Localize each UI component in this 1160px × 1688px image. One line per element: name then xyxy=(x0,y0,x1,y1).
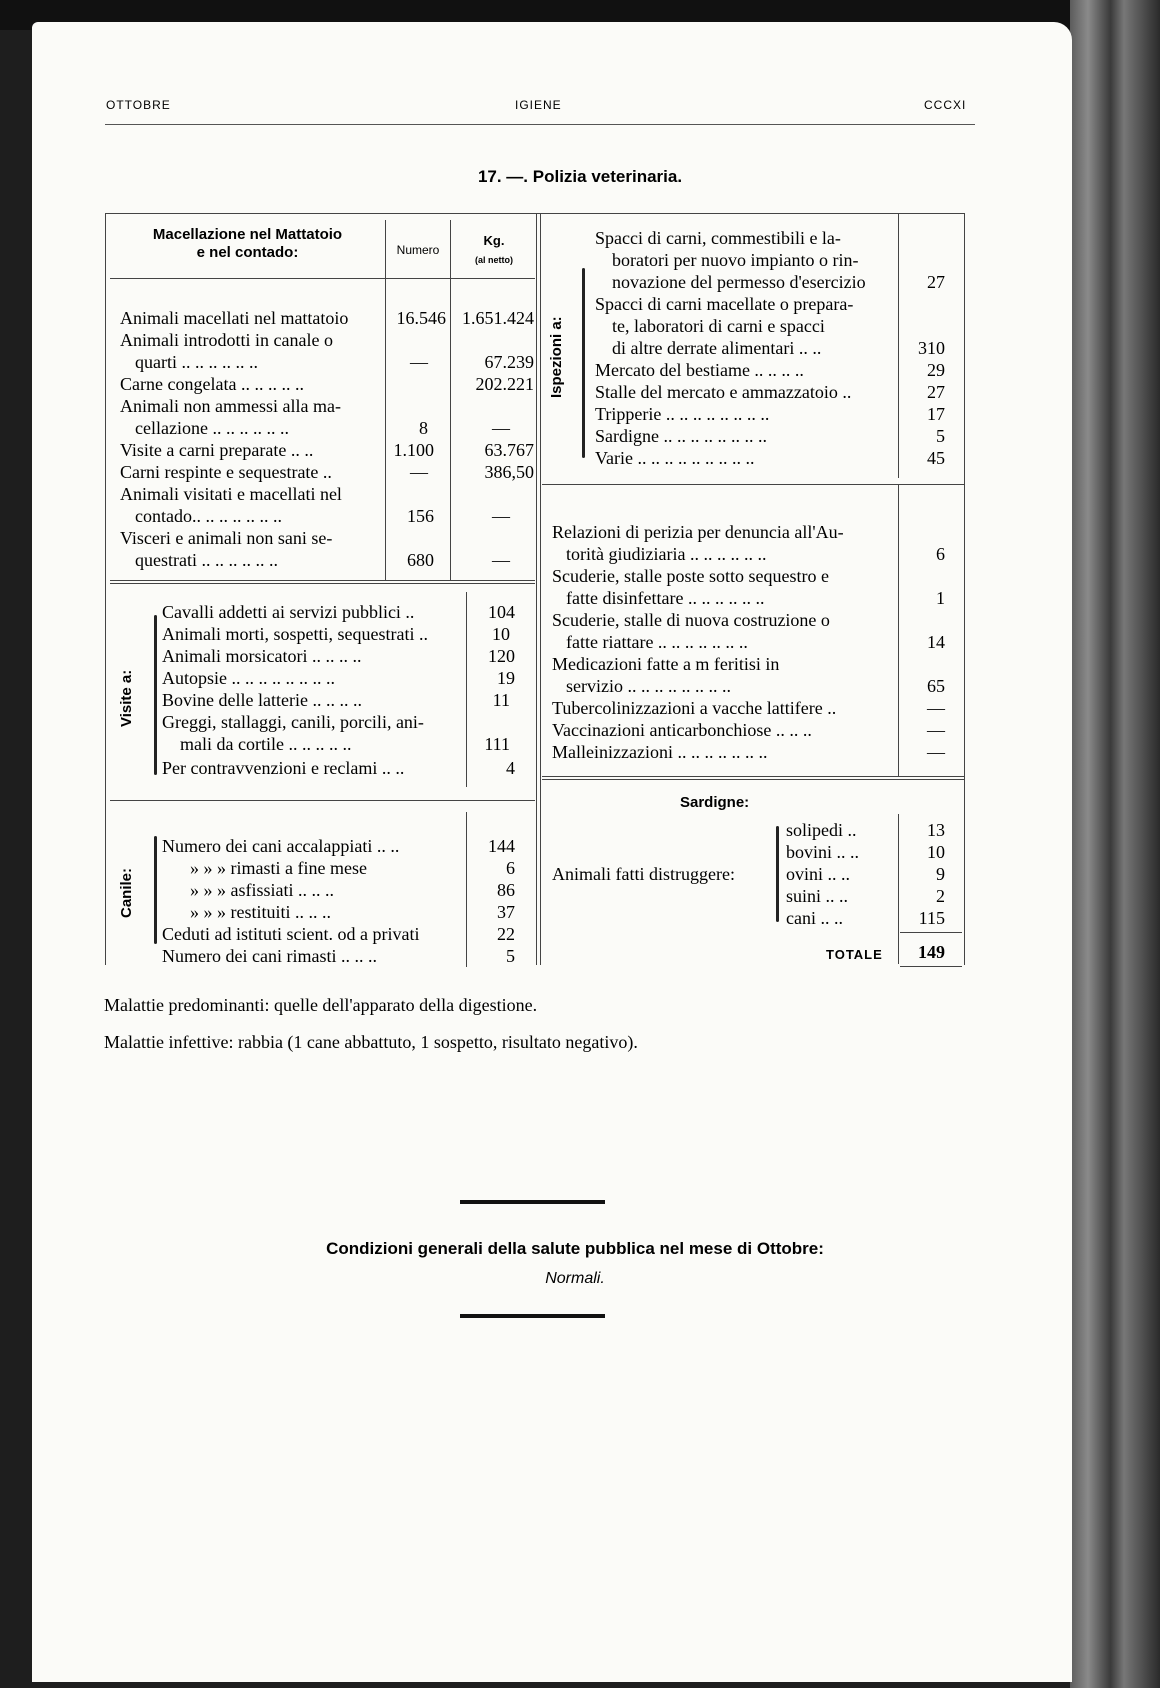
canile-row-value: 86 xyxy=(497,880,515,900)
sardigne-sum-rule xyxy=(900,932,962,933)
condizioni-value: Normali. xyxy=(545,1270,605,1287)
visite-row-label: Animali morsicatori .. .. .. .. xyxy=(162,646,362,666)
macel-row-label: Animali macellati nel mattatoio xyxy=(120,308,349,328)
table-center-divider-2 xyxy=(536,213,537,965)
ispezioni-row-label: Tripperie .. .. .. .. .. .. .. .. xyxy=(595,404,770,424)
sardigne-heading: Sardigne: xyxy=(680,794,750,811)
visite-row-label: Animali morti, sospetti, sequestrati .. xyxy=(162,624,428,644)
visite-bottom-rule xyxy=(110,800,535,801)
canile-row-value: 22 xyxy=(497,924,515,944)
note-predominanti: Malattie predominanti: quelle dell'apparato della digestione. xyxy=(104,995,538,1015)
ispezioni-row-label: Stalle del mercato e ammazzatoio .. xyxy=(595,382,852,402)
relazioni-row-label: Scuderie, stalle poste sotto sequestro e xyxy=(552,566,829,586)
canile-row-label: Numero dei cani accalappiati .. .. xyxy=(162,836,400,856)
macellazione-heading-2: e nel contado: xyxy=(196,244,299,261)
condizioni-bottom-rule xyxy=(460,1314,605,1318)
sardigne-row-value: 10 xyxy=(927,842,945,862)
macel-row-kg: 1.651.424 xyxy=(462,308,534,328)
visite-row-label: Bovine delle latterie .. .. .. .. xyxy=(162,690,362,710)
relazioni-row-label-cont: fatte disinfettare .. .. .. .. .. .. xyxy=(566,588,765,608)
relazioni-row-label: Vaccinazioni anticarbonchiose .. .. .. xyxy=(552,720,812,740)
table-left-border xyxy=(105,213,106,965)
table-center-divider xyxy=(540,213,541,965)
relazioni-row-value: — xyxy=(927,698,945,718)
relazioni-value-divider xyxy=(898,484,899,776)
ispezioni-row-label-cont: boratori per nuovo impianto o rin- xyxy=(612,250,859,270)
canile-value-divider xyxy=(466,812,467,967)
macel-row-numero: 156 xyxy=(407,506,434,526)
macel-row-label: Animali introdotti in canale o xyxy=(120,330,333,350)
col-kg-subheader: (al netto) xyxy=(475,255,513,265)
table-right-border xyxy=(964,213,965,965)
visite-row-value: 10 xyxy=(492,624,510,644)
macel-row-label: Carni respinte e sequestrate .. xyxy=(120,462,332,482)
macel-row-numero: 680 xyxy=(407,550,434,570)
macel-row-label-cont: questrati .. .. .. .. .. .. xyxy=(135,550,278,570)
macellazione-header-rule xyxy=(110,278,535,279)
sardigne-value-divider xyxy=(898,814,899,964)
canile-row-label: » » » restituiti .. .. .. xyxy=(190,902,331,922)
macel-row-kg: 63.767 xyxy=(484,440,534,460)
sardigne-row-value: 13 xyxy=(927,820,945,840)
visite-row-value: 104 xyxy=(488,602,515,622)
macel-row-label: Animali visitati e macellati nel xyxy=(120,484,342,504)
relazioni-row-label: Scuderie, stalle di nuova costruzione o xyxy=(552,610,830,630)
relazioni-row-value: — xyxy=(927,742,945,762)
canile-brace xyxy=(154,836,157,944)
sardigne-row-label: ovini .. .. xyxy=(786,864,851,884)
condizioni-top-rule xyxy=(460,1200,605,1204)
header-section: IGIENE xyxy=(515,98,562,112)
macel-row-numero: 1.100 xyxy=(393,440,434,460)
macel-row-kg: 67.239 xyxy=(484,352,534,372)
ispezioni-row-value: 45 xyxy=(927,448,945,468)
relazioni-row-value: 14 xyxy=(927,632,945,652)
visite-row-value: 19 xyxy=(497,668,515,688)
header-month: OTTOBRE xyxy=(106,98,171,112)
header-page-number: CCCXI xyxy=(924,98,967,112)
macel-row-kg: 202.221 xyxy=(475,374,534,394)
sardigne-total-rule xyxy=(900,966,962,967)
col-divider-numero xyxy=(385,220,386,580)
visite-row-label: Greggi, stallaggi, canili, porcili, ani- xyxy=(162,712,424,732)
canile-row-label: » » » asfissiati .. .. .. xyxy=(190,880,334,900)
macel-row-label: Animali non ammessi alla ma- xyxy=(120,396,341,416)
relazioni-row-label: Relazioni di perizia per denuncia all'Au- xyxy=(552,522,844,542)
ispezioni-row-label: Spacci di carni, commestibili e la- xyxy=(595,228,841,248)
ispezioni-row-value: 17 xyxy=(927,404,945,424)
canile-label: Canile: xyxy=(118,867,135,918)
canile-row-value: 37 xyxy=(497,902,515,922)
ispezioni-row-value: 27 xyxy=(927,272,945,292)
visite-row-value: 11 xyxy=(492,690,510,710)
visite-value-divider xyxy=(466,592,467,787)
macel-row-label: Carne congelata .. .. .. .. .. xyxy=(120,374,304,394)
relazioni-row-label: Tubercolinizzazioni a vacche lattifere .. xyxy=(552,698,837,718)
ispezioni-label: Ispezioni a: xyxy=(548,316,565,398)
sardigne-row-label: solipedi .. xyxy=(786,820,857,840)
macel-row-kg: 386,50 xyxy=(484,462,534,482)
sardigne-label: Animali fatti distruggere: xyxy=(552,864,735,884)
macellazione-heading-1: Macellazione nel Mattatoio xyxy=(152,226,343,243)
relazioni-row-label: Medicazioni fatte a m feritisi in xyxy=(552,654,780,674)
macel-row-kg: — xyxy=(492,550,510,570)
ispezioni-row-value: 29 xyxy=(927,360,945,380)
ispezioni-bottom-rule xyxy=(542,484,964,485)
canile-row-value: 144 xyxy=(488,836,515,856)
relazioni-row-label-cont: fatte riattare .. .. .. .. .. .. .. xyxy=(566,632,748,652)
book-spine-edge xyxy=(1070,0,1160,1688)
ispezioni-row-label: Spacci di carni macellate o prepara- xyxy=(595,294,854,314)
relazioni-row-label: Malleinizzazioni .. .. .. .. .. .. .. xyxy=(552,742,768,762)
ispezioni-row-label-cont: novazione del permesso d'esercizio xyxy=(612,272,866,292)
header-rule xyxy=(105,124,975,125)
sardigne-row-label: suini .. .. xyxy=(786,886,849,906)
visite-row-label: Per contravvenzioni e reclami .. .. xyxy=(162,758,405,778)
visite-brace xyxy=(154,615,157,775)
relazioni-row-label-cont: torità giudiziaria .. .. .. .. .. .. xyxy=(566,544,767,564)
macel-row-label: Visite a carni preparate .. .. xyxy=(120,440,314,460)
sardigne-total-value: 149 xyxy=(918,942,945,962)
macel-row-label: Visceri e animali non sani se- xyxy=(120,528,333,548)
col-numero-header: Numero xyxy=(396,243,440,257)
relazioni-row-value: 65 xyxy=(927,676,945,696)
relazioni-bottom-rule xyxy=(542,776,964,777)
macel-row-numero: 8 xyxy=(419,418,428,438)
visite-row-value: 4 xyxy=(506,758,515,778)
relazioni-row-label-cont: servizio .. .. .. .. .. .. .. .. xyxy=(566,676,731,696)
canile-row-label: Ceduti ad istituti scient. od a privati xyxy=(162,924,420,944)
macel-row-numero: 16.546 xyxy=(396,308,446,328)
macellazione-bottom-rule-2 xyxy=(110,583,535,584)
relazioni-row-value: 6 xyxy=(936,544,945,564)
sardigne-row-value: 115 xyxy=(918,908,945,928)
sardigne-brace xyxy=(776,826,779,922)
macellazione-bottom-rule xyxy=(110,580,535,581)
sardigne-row-label: cani .. .. xyxy=(786,908,843,928)
visite-row-label: Cavalli addetti ai servizi pubblici .. xyxy=(162,602,415,622)
sardigne-row-value: 2 xyxy=(936,886,945,906)
ispezioni-row-value: 27 xyxy=(927,382,945,402)
note-infettive: Malattie infettive: rabbia (1 cane abbattuto, 1 sospetto, risultato negativo). xyxy=(104,1032,638,1052)
ispezioni-row-label: Mercato del bestiame .. .. .. .. xyxy=(595,360,804,380)
visite-row-value: 120 xyxy=(488,646,515,666)
visite-row-label-cont: mali da cortile .. .. .. .. .. xyxy=(180,734,352,754)
sardigne-row-label: bovini .. .. xyxy=(786,842,860,862)
ispezioni-row-value: 5 xyxy=(936,426,945,446)
sardigne-row-value: 9 xyxy=(936,864,945,884)
ispezioni-row-label-cont: di altre derrate alimentari .. .. xyxy=(612,338,822,358)
macel-row-numero: — xyxy=(410,352,428,372)
visite-row-label: Autopsie .. .. .. .. .. .. .. .. xyxy=(162,668,335,688)
macel-row-kg: — xyxy=(492,506,510,526)
col-kg-header: Kg. xyxy=(483,233,505,248)
page-title: 17. —. Polizia veterinaria. xyxy=(477,167,683,186)
macel-row-label-cont: cellazione .. .. .. .. .. .. xyxy=(135,418,289,438)
table-top-rule xyxy=(105,213,965,214)
canile-row-value: 6 xyxy=(506,858,515,878)
macel-row-label-cont: quarti .. .. .. .. .. .. xyxy=(135,352,258,372)
canile-row-value: 5 xyxy=(506,946,515,966)
canile-row-label: Numero dei cani rimasti .. .. .. xyxy=(162,946,377,966)
visite-label: Visite a: xyxy=(118,669,135,727)
relazioni-row-value: — xyxy=(927,720,945,740)
macel-row-numero: — xyxy=(410,462,428,482)
ispezioni-brace xyxy=(582,268,585,458)
ispezioni-row-label: Sardigne .. .. .. .. .. .. .. .. xyxy=(595,426,767,446)
condizioni-title: Condizioni generali della salute pubblica nel mese di Ottobre: xyxy=(326,1239,824,1258)
canile-row-label: » » » rimasti a fine mese xyxy=(190,858,367,878)
ispezioni-value-divider xyxy=(898,213,899,478)
ispezioni-row-value: 310 xyxy=(918,338,945,358)
relazioni-bottom-rule-2 xyxy=(542,779,964,780)
sardigne-total-label: TOTALE xyxy=(826,947,883,962)
macel-row-kg: — xyxy=(492,418,510,438)
relazioni-row-value: 1 xyxy=(936,588,945,608)
ispezioni-row-label-cont: te, laboratori di carni e spacci xyxy=(612,316,825,336)
visite-row-value: 111 xyxy=(484,734,510,754)
macel-row-label-cont: contado.. .. .. .. .. .. .. xyxy=(135,506,282,526)
ispezioni-row-label: Varie .. .. .. .. .. .. .. .. .. xyxy=(595,448,755,468)
